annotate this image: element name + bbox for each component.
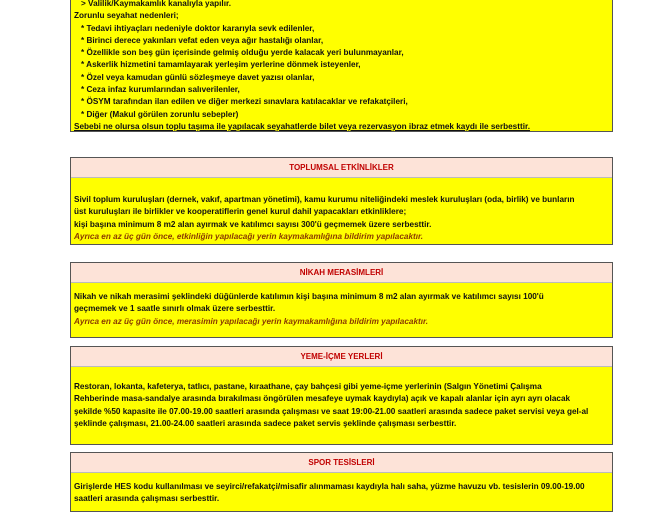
wedding-line: Nikah ve nikah merasimi şeklindeki düğünlerde katılımın kişi başına minimum 8 m2 alan ayırmak ve katılımcı sayısı 100'ü — [74, 292, 544, 301]
travel-line: * Diğer (Makul görülen zorunlu sebepler) — [81, 109, 239, 119]
sports-body — [71, 473, 612, 512]
travel-line: * Tedavi ihtiyaçları nedeniyle doktor kararıyla sevk edilenler, — [81, 23, 315, 33]
food-places-line: şekilde %50 kapasite ile 07.00-19.00 saatleri arasında çalışması ve saat 19:00-21.00 saatleri arasında sadece paket servisi veya gel-al — [74, 406, 589, 416]
sports-box — [70, 452, 613, 512]
social-events-title: TOPLUMSAL ETKİNLİKLER — [71, 158, 612, 178]
social-events-line: Sivil toplum kuruluşları (dernek, vakıf, apartman yönetimi), kamu kurumu niteliğindeki meslek kuruluşları (oda, birlik) ve bunların — [74, 195, 575, 204]
food-places-title: YEME-İÇME YERLERİ — [71, 347, 612, 367]
sports-line: saatleri arasında çalışması serbesttir. — [74, 494, 220, 504]
travel-line: * Özel veya kamudan günlü sözleşmeye davet yazısı olanlar, — [81, 72, 315, 82]
social-events-box — [70, 157, 613, 245]
travel-line: Zorunlu seyahat nedenleri; — [74, 11, 179, 21]
sports-line: Girişlerde HES kodu kullanılması ve seyirci/refakatçi/misafir alınmaması kaydıyla halı saha, yüzme havuzu vb. tesislerin 09.00-19.00 — [74, 482, 585, 491]
sports-title: SPOR TESİSLERİ — [71, 453, 612, 473]
food-places-line: Rehberinde masa-sandalye arasında bırakılması öngörülen mesafeye uymak kaydıyla) açık ve kapalı alanlar için ayrı ayrı olacak — [74, 394, 571, 404]
travel-line: * Ceza infaz kurumlarından salıverilenler, — [81, 85, 240, 95]
wedding-line: geçmemek ve 1 saatle sınırlı olmak üzere serbesttir. — [74, 304, 276, 314]
food-places-line: Restoran, lokanta, kafeterya, tatlıcı, pastane, kıraathane, çay bahçesi gibi yeme-içme yerlerinin (Salgın Yönetimi Çalışma — [74, 382, 542, 391]
travel-reasons-box — [70, 0, 613, 132]
social-events-line: kişi başına minimum 8 m2 alan ayırmak ve katılımcı sayısı 300'ü geçmemek üzere serbesttir. — [74, 219, 432, 229]
social-events-body — [71, 178, 612, 245]
wedding-box — [70, 262, 613, 338]
travel-reasons-body — [71, 0, 612, 132]
food-places-body — [71, 367, 612, 445]
wedding-title: NİKAH MERASİMLERİ — [71, 263, 612, 283]
food-places-box — [70, 346, 613, 445]
travel-line: * Özellikle son beş gün içerisinde gelmiş olduğu yerde kalacak yeri bulunmayanlar, — [81, 48, 404, 58]
food-places-line: şeklinde çalışması, 21.00-24.00 saatleri arasında sadece paket servis şeklinde çalışması serbesttir. — [74, 418, 457, 428]
wedding-body — [71, 283, 612, 338]
travel-line: * Askerlik hizmetini tamamlayarak yerleşim yerlerine dönmek isteyenler, — [81, 60, 361, 70]
travel-note: Sebebi ne olursa olsun toplu taşıma ile yapılacak seyahatlerde bilet veya rezervasyon ibraz etmek kaydı ile serbesttir. — [74, 121, 530, 131]
travel-line: * Birinci derece yakınları vefat eden veya ağır hastalığı olanlar, — [81, 35, 324, 45]
wedding-notice: Ayrıca en az üç gün önce, merasimin yapılacağı yerin kaymakamlığına bildirim yapılacaktır. — [74, 316, 429, 326]
travel-line: * ÖSYM tarafından ilan edilen ve diğer merkezi sınavlara katılacaklar ve refakatçileri, — [81, 97, 408, 107]
social-events-line: üst kuruluşları ile birlikler ve kooperatiflerin genel kurul dahil yapacakları etkinliklere; — [74, 207, 407, 217]
travel-line: > Valilik/Kaymakamlık kanalıyla yapılır. — [81, 0, 231, 8]
social-events-notice: Ayrıca en az üç gün önce, etkinliğin yapılacağı yerin kaymakamlığına bildirim yapılacaktır. — [74, 231, 424, 241]
